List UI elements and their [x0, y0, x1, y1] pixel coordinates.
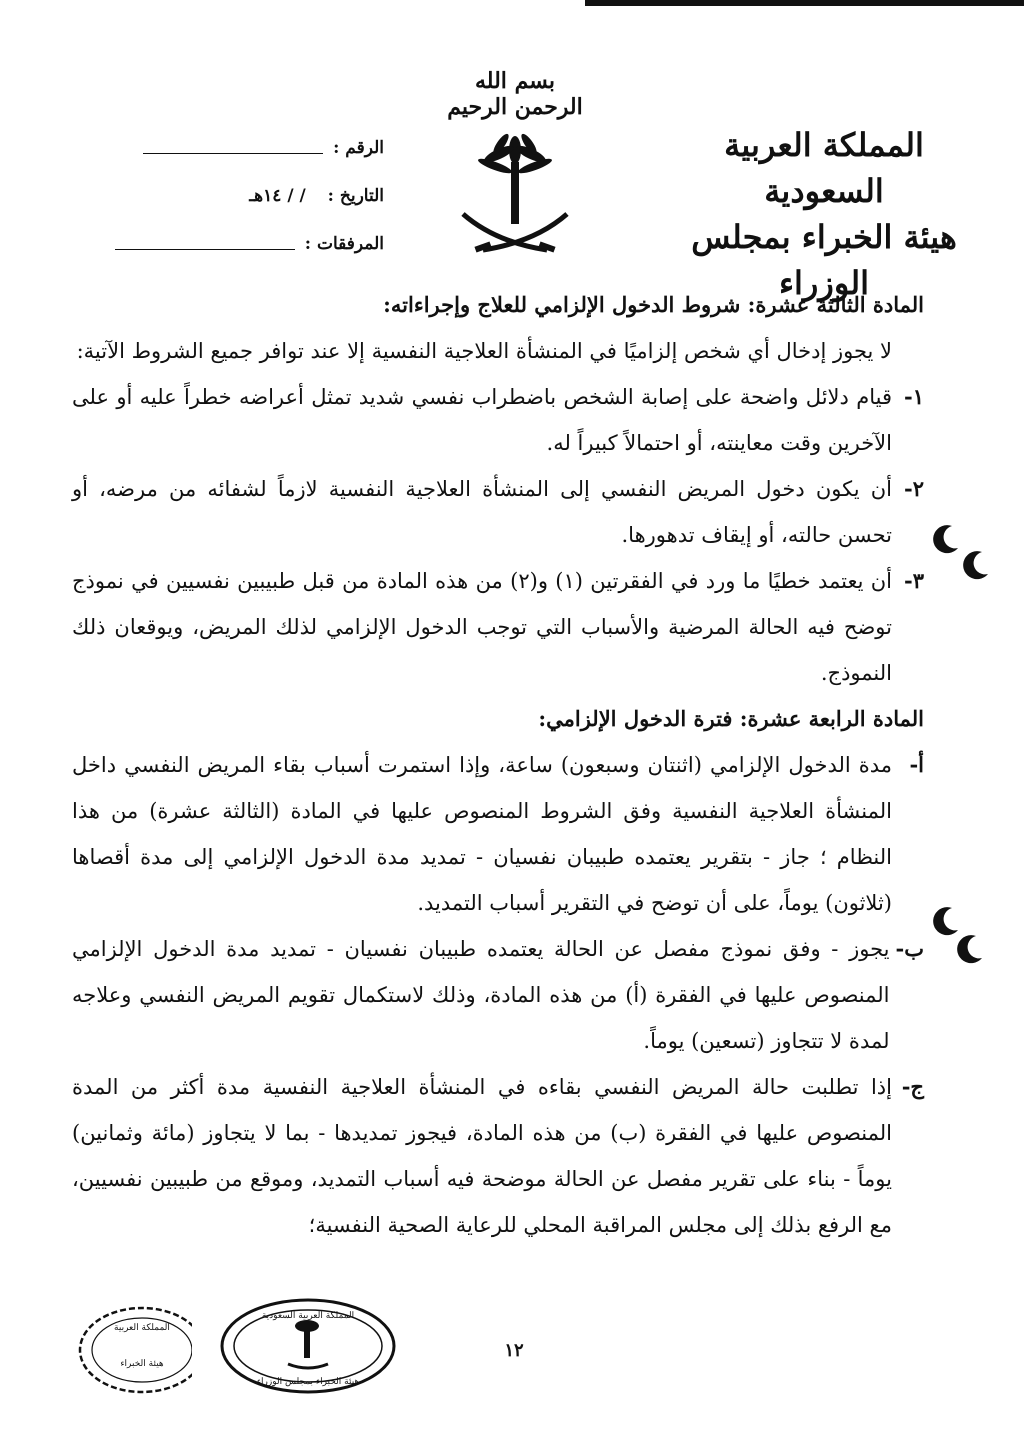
item-number: ١- — [904, 384, 924, 409]
article-13-item-3 — [72, 558, 924, 696]
item-text: أن يعتمد خطيًا ما ورد في الفقرتين (١) و(٢) من هذه المادة من قبل طبيبين نفسيين في نموذج توضح فيه الحالة المرضية والأسباب التي توجب الدخول الإلزامي لذلك المريض، ويوقعان ذلك النموذج. — [72, 569, 893, 685]
article-14-item-c — [72, 1064, 924, 1248]
item-number: ب- — [895, 936, 924, 961]
svg-text:هيئة الخبراء بمجلس الوزراء: هيئة الخبراء بمجلس الوزراء — [256, 1377, 360, 1387]
page-number: ١٢ — [504, 1340, 524, 1361]
letter-meta — [84, 124, 384, 268]
crescent-mark-icon — [952, 932, 986, 966]
article-13-item-2 — [72, 466, 924, 558]
attachments-line — [115, 239, 295, 250]
item-text: إذا تطلبت حالة المريض النفسي بقاءه في المنشأة العلاجية النفسية مدة أكثر من المدة المنصوص عليها في الفقرة (ب) من هذه المادة، فيجوز تمديدها - بما لا يتجاوز (مائة وثمانين) يوماً - بناء على تقرير مفصل عن الحالة موضحة فيه أسباب التمديد، وموقع من طبيبين نفسيين، مع الرفع بذلك إلى مجلس المراقبة المحلي للرعاية الصحية النفسية؛ — [72, 1075, 892, 1237]
article-14-item-a — [72, 742, 924, 926]
date-value: / / ١٤هـ — [249, 186, 306, 206]
crescent-mark-icon — [928, 522, 962, 556]
svg-text:هيئة الخبراء: هيئة الخبراء — [120, 1359, 164, 1369]
item-number: ج- — [901, 1074, 924, 1099]
svg-text:المملكة العربية: المملكة العربية — [114, 1323, 170, 1333]
article-14-item-b — [72, 926, 924, 1064]
ref-label: الرقم : — [333, 138, 384, 158]
attachments-label: المرفقات : — [304, 234, 384, 254]
item-text: أن يكون دخول المريض النفسي إلى المنشأة العلاجية النفسية لازماً لشفائه من مرضه، أو تحسن حالته، أو إيقاف تدهورها. — [72, 477, 892, 547]
ref-line — [143, 143, 323, 154]
item-text: مدة الدخول الإلزامي (اثنتان وسبعون) ساعة، وإذا استمرت أسباب بقاء المريض النفسي داخل المنشأة العلاجية النفسية وفق الشروط المنصوص عليها في المادة (الثالثة عشرة) من هذا النظام ؛ جاز - بتقرير يعتمده طبيبان نفسيان - تمديد مدة الدخول الإلزامي إلى مدة أقصاها (ثلاثون) يوماً، على أن توضح في التقرير أسباب التمديد. — [72, 753, 892, 915]
article-14-heading: المادة الرابعة عشرة: فترة الدخول الإلزامي: — [538, 706, 924, 731]
basmala: بسم الله الرحمن الرحيم — [447, 68, 583, 120]
date-label: التاريخ : — [327, 186, 384, 206]
ref-row — [84, 124, 384, 172]
date-row — [84, 172, 384, 220]
item-number: أ- — [909, 752, 924, 777]
item-text: يجوز - وفق نموذج مفصل عن الحالة يعتمده طبيبان نفسيان - تمديد مدة الدخول الإلزامي المنصوص عليها في الفقرة (أ) من هذه المادة، وذلك لاستكمال تقويم المريض النفسي وعلاجه لمدة لا تتجاوز (تسعين) يوماً. — [72, 937, 890, 1053]
palm-swords-emblem-icon — [455, 122, 575, 262]
attachments-row — [84, 220, 384, 268]
official-seal-stamp-partial — [72, 1300, 192, 1400]
article-13-intro: لا يجوز إدخال أي شخص إلزاميًا في المنشأة العلاجية النفسية إلا عند توافر جميع الشروط الآتية: — [76, 339, 892, 363]
item-text: قيام دلائل واضحة على إصابة الشخص باضطراب نفسي شديد تمثل أعراضه خطراً عليه أو على الآخرين وقت معاينته، أو احتمالاً كبيراً له. — [72, 385, 892, 455]
svg-text:المملكة العربية السعودية: المملكة العربية السعودية — [261, 1311, 355, 1321]
article-13-heading: المادة الثالثة عشرة: شروط الدخول الإلزامي للعلاج وإجراءاته: — [383, 292, 924, 317]
org-line-1: المملكة العربية السعودية — [724, 126, 924, 210]
item-number: ٢- — [904, 476, 924, 501]
article-13-item-1 — [72, 374, 924, 466]
document-body — [72, 282, 924, 1248]
item-number: ٣- — [904, 568, 924, 593]
top-border-line — [585, 0, 1024, 6]
crescent-mark-icon — [958, 548, 992, 582]
organization-name — [664, 122, 984, 306]
official-seal-stamp — [218, 1296, 398, 1396]
org-line-2: هيئة الخبراء بمجلس الوزراء — [691, 218, 957, 302]
